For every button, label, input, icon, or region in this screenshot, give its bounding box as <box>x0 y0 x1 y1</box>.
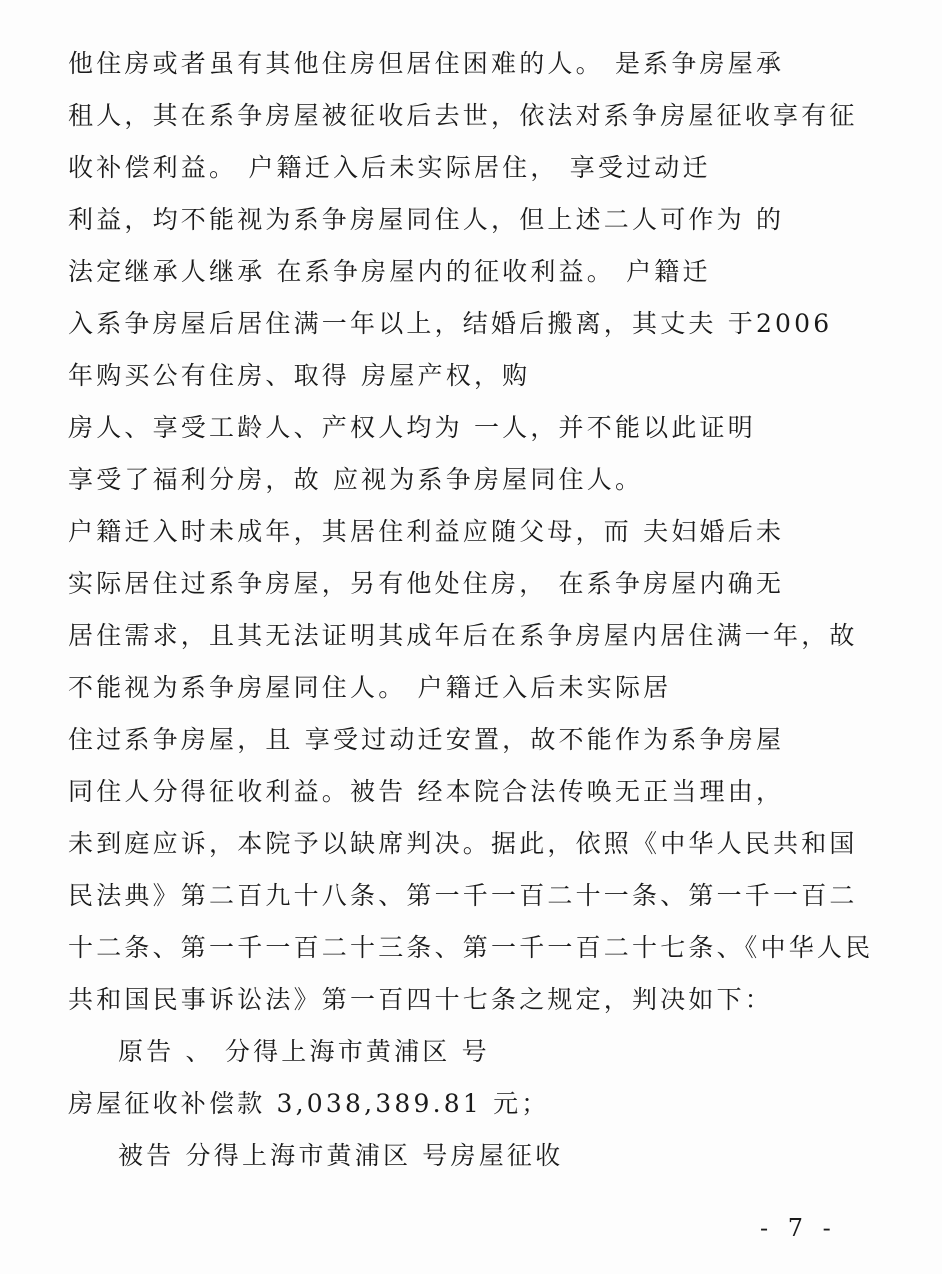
judgment-item-defendant: 被告 分得上海市黄浦区 号房屋征收 <box>118 1141 564 1170</box>
text-line: 收补偿利益。 户籍迁入后未实际居住， 享受过动迁 <box>68 153 711 182</box>
text-line: 利益，均不能视为系争房屋同住人，但上述二人可作为 的 <box>68 205 785 234</box>
text-line: 法定继承人继承 在系争房屋内的征收利益。 户籍迁 <box>68 257 711 286</box>
text-line: 不能视为系争房屋同住人。 户籍迁入后未实际居 <box>68 673 672 702</box>
text-line: 年购买公有住房、取得 房屋产权，购 <box>68 361 531 390</box>
text-line: 入系争房屋后居住满一年以上，结婚后搬离，其丈夫 于2006 <box>68 309 833 338</box>
text-line: 房屋征收补偿款 3,038,389.81 元； <box>68 1089 550 1118</box>
text-line: 民法典》第二百九十八条、第一千一百二十一条、第一千一百二 <box>68 881 858 910</box>
text-line: 居住需求，且其无法证明其成年后在系争房屋内居住满一年，故 <box>68 621 858 650</box>
text-line: 享受了福利分房，故 应视为系争房屋同住人。 <box>68 465 644 494</box>
text-line: 他住房或者虽有其他住房但居住困难的人。 是系争房屋承 <box>68 49 785 78</box>
page-number: - 7 - <box>760 1214 837 1242</box>
text-line: 户籍迁入时未成年，其居住利益应随父母，而 夫妇婚后未 <box>68 517 785 546</box>
text-line: 十二条、第一千一百二十三条、第一千一百二十七条、《中华人民 <box>68 933 874 962</box>
text-line: 住过系争房屋，且 享受过动迁安置，故不能作为系争房屋 <box>68 725 785 754</box>
judgment-item-plaintiff: 原告 、 分得上海市黄浦区 号 <box>118 1037 490 1066</box>
text-line: 未到庭应诉，本院予以缺席判决。据此，依照《中华人民共和国 <box>68 829 858 858</box>
text-line: 实际居住过系争房屋，另有他处住房， 在系争房屋内确无 <box>68 569 785 598</box>
text-line: 房人、享受工龄人、产权人均为 一人，并不能以此证明 <box>68 413 756 442</box>
text-line: 同住人分得征收利益。被告 经本院合法传唤无正当理由， <box>68 777 785 806</box>
text-line: 租人，其在系争房屋被征收后去世，依法对系争房屋征收享有征 <box>68 101 858 130</box>
text-line: 共和国民事诉讼法》第一百四十七条之规定，判决如下： <box>68 985 774 1014</box>
